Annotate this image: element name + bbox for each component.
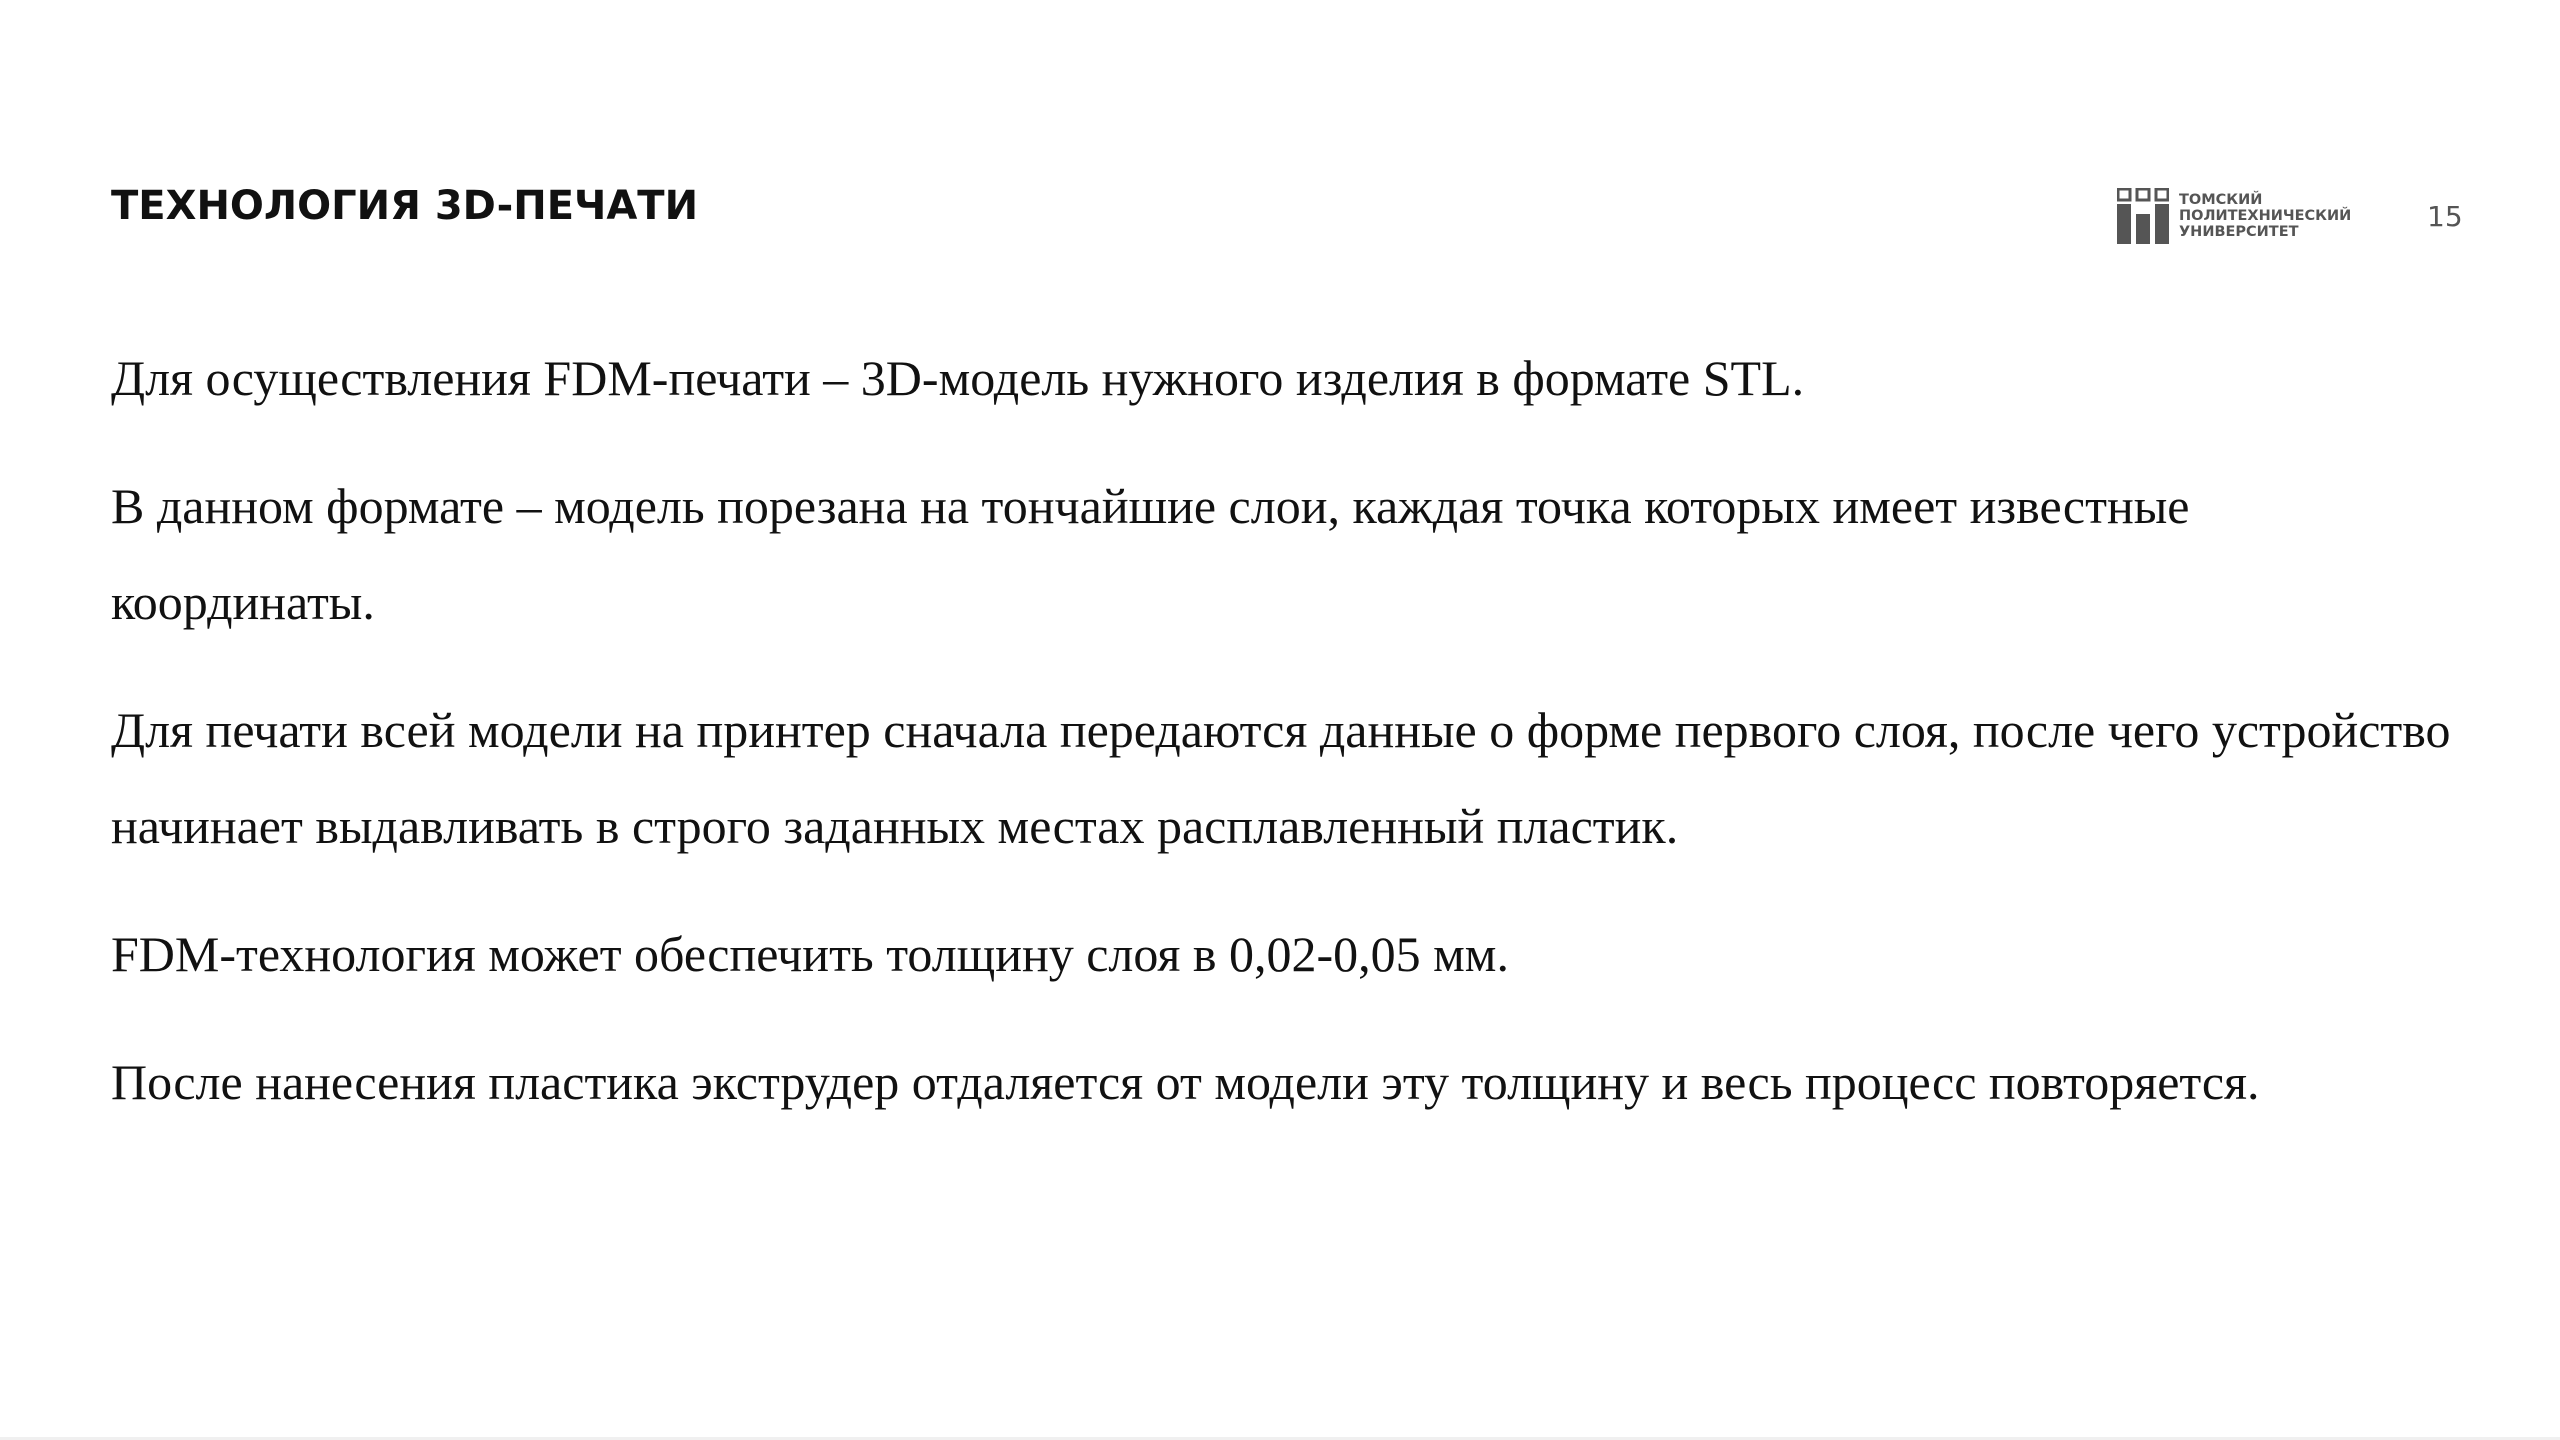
- university-logo-icon: [2117, 188, 2169, 244]
- slide-body: [111, 330, 2451, 1162]
- logo-line: ТОМСКИЙ: [2179, 192, 2263, 208]
- paragraph: В данном формате – модель порезана на тончайшие слои, каждая точка которых имеет известные координаты.: [111, 478, 2190, 630]
- logo-line: УНИВЕРСИТЕТ: [2179, 224, 2299, 240]
- page-number: 15: [2427, 200, 2463, 233]
- paragraph: Для осуществления FDM-печати – 3D-модель нужного изделия в формате STL.: [111, 350, 1805, 406]
- slide-title: ТЕХНОЛОГИЯ 3D-ПЕЧАТИ: [111, 183, 699, 229]
- paragraph: FDM-технология может обеспечить толщину слоя в 0,02-0,05 мм.: [111, 926, 1509, 982]
- logo-line: ПОЛИТЕХНИЧЕСКИЙ: [2179, 208, 2352, 224]
- paragraph: Для печати всей модели на принтер сначала передаются данные о форме первого слоя, после чего устройство начинает выдавливать в строго заданных местах расплавленный пластик.: [111, 702, 2451, 854]
- university-logo: [2117, 188, 2351, 244]
- paragraph: После нанесения пластика экструдер отдаляется от модели эту толщину и весь процесс повторяется.: [111, 1054, 2260, 1110]
- university-logo-text: [2179, 192, 2351, 240]
